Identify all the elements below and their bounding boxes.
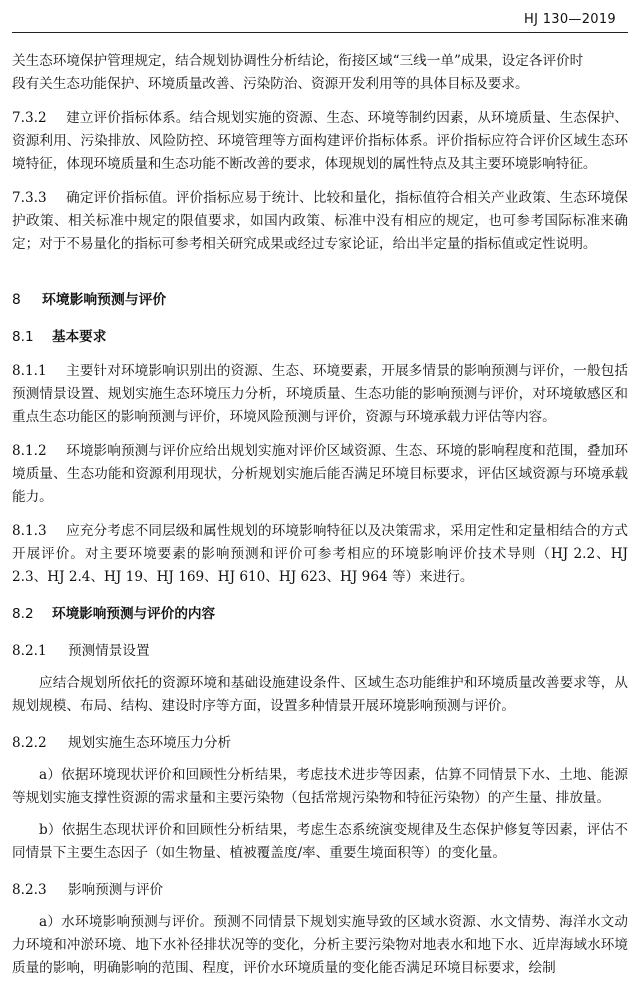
clause-7-3-2: [12, 107, 628, 176]
clause-number: 8.2.1: [12, 643, 47, 659]
subsection-title: 影响预测与评价: [68, 882, 164, 898]
clause-number: 8.1.2: [12, 443, 47, 459]
clause-text: 环境影响预测与评价应给出规划实施对评价区域资源、生态、环境的影响程度和范围，叠加环境质量、生态功能和资源利用现状，分析规划实施后能否满足环境目标要求，评估区域资源与环境承载能力。: [12, 443, 628, 505]
continued-paragraph: [12, 50, 628, 96]
clause-number: 7.3.2: [12, 110, 47, 126]
section-heading-8-1: [12, 326, 628, 349]
clause-number: 8.2.3: [12, 882, 47, 898]
section-heading-8: [12, 289, 628, 312]
subsection-heading-8-2-3: [12, 879, 628, 902]
text-line: 段有关生态功能保护、环境质量改善、污染防治、资源开发利用等的具体目标及要求。: [12, 76, 529, 92]
clause-number: 8.1.3: [12, 523, 47, 539]
text-line: 关生态环境保护管理规定，结合规划协调性分析结论，衔接区域“三线一单”成果，设定各评价时: [12, 53, 584, 69]
section-number: 8: [12, 292, 21, 308]
clause-7-3-3: [12, 187, 628, 256]
clause-8-1-2: [12, 440, 628, 509]
document-body: [12, 50, 628, 980]
clause-8-1-3: [12, 520, 628, 589]
clause-8-1-1: [12, 360, 628, 429]
subsection-heading-8-2-1: [12, 640, 628, 663]
header-rule: [12, 32, 628, 33]
clause-number: 8.2.2: [12, 735, 47, 751]
list-item-a-water: a）水环境影响预测与评价。预测不同情景下规划实施导致的区域水资源、水文情势、海洋水文动力环境和冲淤环境、地下水补径排状况等的变化，分析主要污染物对地表水和地下水、近岸海域水环境质量的影响，明确影响的范围、程度，评价水环境质量的变化能否满足环境目标要求，绘制: [12, 914, 628, 976]
clause-text: 主要针对环境影响识别出的资源、生态、环境要素，开展多情景的影响预测与评价，一般包括预测情景设置、规划实施生态环境压力分析，环境质量、生态功能的影响预测与评价，对环境敏感区和重点生态功能区的影响预测与评价，环境风险预测与评价，资源与环境承载力评估等内容。: [12, 363, 628, 425]
section-title: 环境影响预测与评价: [42, 292, 167, 308]
clause-number: 7.3.3: [12, 190, 47, 206]
list-item-b: b）依据生态现状评价和回顾性分析结果，考虑生态系统演变规律及生态保护修复等因素，评估不同情景下主要生态因子（如生物量、植被覆盖度/率、重要生境面积等）的变化量。: [12, 822, 628, 861]
clause-text: 应充分考虑不同层级和属性规划的环境影响特征以及决策需求，采用定性和定量相结合的方式开展评价。对主要环境要素的影响预测和评价可参考相应的环境影响评价技术导则（HJ 2.2、HJ 2.3、HJ 2.4、HJ 19、HJ 169、HJ 610、HJ 623、HJ 964 等）来进行。: [12, 523, 628, 585]
section-title: 基本要求: [52, 329, 107, 345]
section-number: 8.1: [12, 329, 34, 345]
section-title: 环境影响预测与评价的内容: [52, 606, 216, 622]
subsection-title: 规划实施生态环境压力分析: [68, 735, 232, 751]
section-number: 8.2: [12, 606, 34, 622]
paragraph-scenario-setting: 应结合规划所依托的资源环境和基础设施建设条件、区域生态功能维护和环境质量改善要求等，从规划规模、布局、结构、建设时序等方面，设置多种情景开展环境影响预测与评价。: [12, 675, 628, 714]
clause-text: 确定评价指标值。评价指标应易于统计、比较和量化，指标值符合相关产业政策、生态环境保护政策、相关标准中规定的限值要求，如国内政策、标准中没有相应的规定，也可参考国际标准来确定；对于不易量化的指标可参考相关研究成果或经过专家论证，给出半定量的指标值或定性说明。: [12, 190, 628, 252]
clause-number: 8.1.1: [12, 363, 47, 379]
section-heading-8-2: [12, 603, 628, 626]
subsection-title: 预测情景设置: [68, 643, 150, 659]
standard-code: HJ 130—2019: [524, 12, 616, 27]
list-item-a: a）依据环境现状评价和回顾性分析结果，考虑技术进步等因素，估算不同情景下水、土地、能源等规划实施支撑性资源的需求量和主要污染物（包括常规污染物和特征污染物）的产生量、排放量。: [12, 767, 628, 806]
subsection-heading-8-2-2: [12, 732, 628, 755]
clause-text: 建立评价指标体系。结合规划实施的资源、生态、环境等制约因素，从环境质量、生态保护、资源利用、污染排放、风险防控、环境管理等方面构建评价指标体系。评价指标应符合评价区域生态环境特征，体现环境质量和生态功能不断改善的要求，体现规划的属性特点及其主要环境影响特征。: [12, 110, 628, 172]
